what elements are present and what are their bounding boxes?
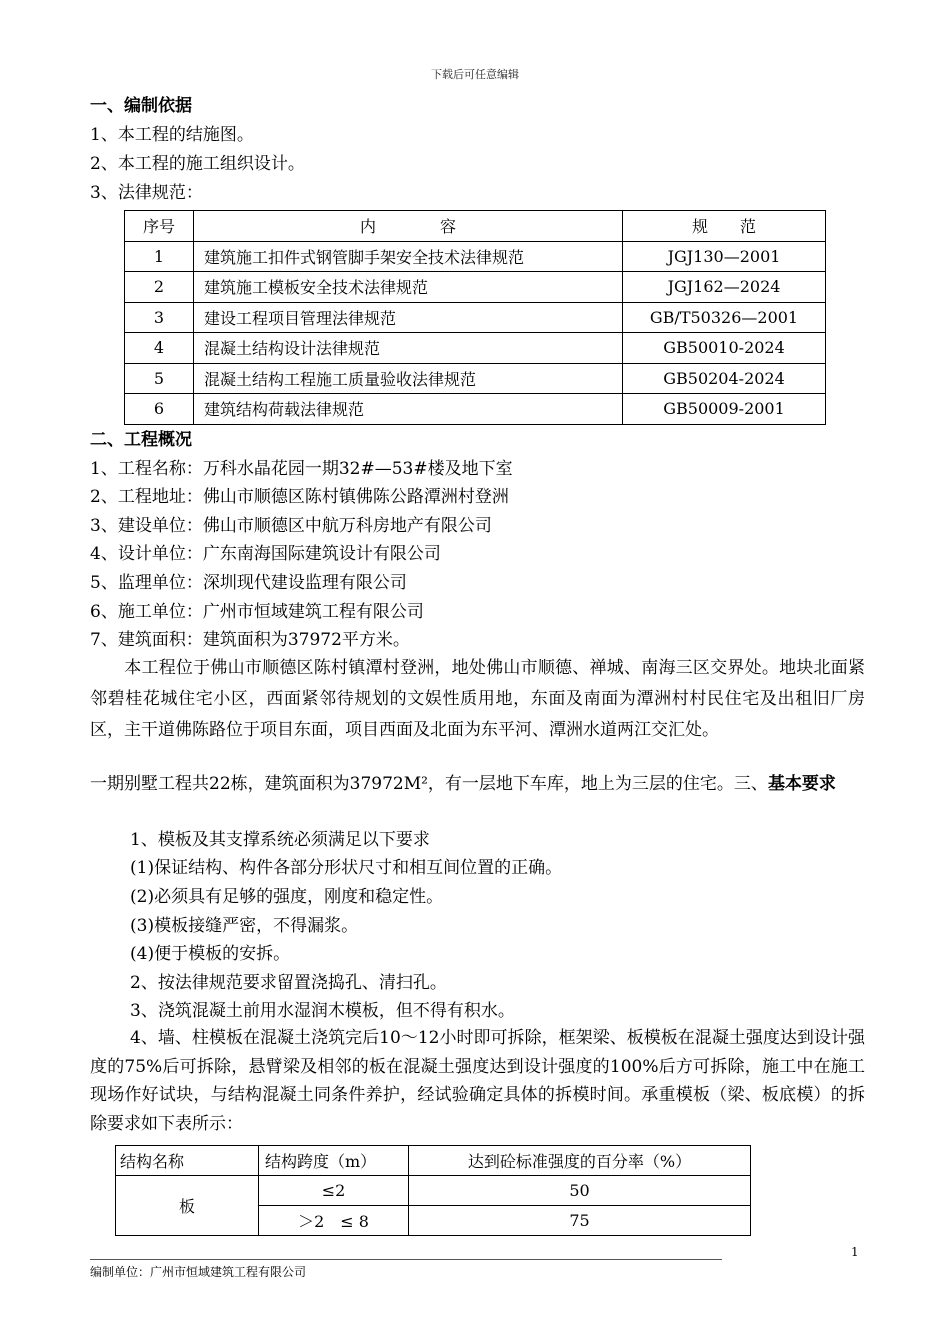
summary-text: 一期别墅工程共22栋，建筑面积为37972M²，有一层地下车库，地上为三层的住宅。三、: [90, 774, 768, 794]
page-number: 1: [851, 1245, 859, 1259]
table-cell: 2: [125, 272, 194, 303]
section-title-overview: 二、工程概况: [90, 430, 192, 450]
table-cell: 1: [125, 241, 194, 272]
basis-item: 1、本工程的结施图。: [90, 125, 254, 145]
table-cell: 4: [125, 333, 194, 364]
footer-divider: [90, 1259, 722, 1260]
requirement-item: (3)模板接缝严密，不得漏浆。: [130, 916, 359, 936]
table-row: [125, 363, 826, 394]
requirement-item: 2、按法律规范要求留置浇捣孔、清扫孔。: [130, 973, 447, 993]
header-cell: 序号: [125, 211, 194, 242]
strip-table: [115, 1145, 751, 1236]
table-row: [116, 1176, 751, 1206]
header-cell: 结构跨度（m）: [259, 1146, 409, 1176]
requirement-item: 1、模板及其支撑系统必须满足以下要求: [130, 830, 430, 850]
table-header-row: [125, 211, 826, 242]
table-cell: 建设工程项目管理法律规范: [194, 302, 623, 333]
table-cell: 6: [125, 394, 194, 425]
header-cell: 结构名称: [116, 1146, 259, 1176]
overview-item: 4、设计单位：广东南海国际建筑设计有限公司: [90, 544, 441, 564]
overview-item: 7、建筑面积：建筑面积为37972平方米。: [90, 630, 410, 650]
table-cell: ＞2 ≤ 8: [259, 1206, 409, 1236]
table-row: [125, 302, 826, 333]
requirement-item: (4)便于模板的安拆。: [130, 944, 291, 964]
overview-item: 1、工程名称：万科水晶花园一期32#—53#楼及地下室: [90, 459, 513, 479]
norms-table: [124, 210, 826, 425]
footer-unit: 编制单位：广州市恒域建筑工程有限公司: [90, 1265, 307, 1279]
section-title-requirements: 基本要求: [767, 774, 836, 794]
overview-paragraph-text: 本工程位于佛山市顺德区陈村镇潭村登洲，地处佛山市顺德、禅城、南海三区交界处。地块北面紧邻碧桂花城住宅小区，西面紧邻待规划的文娱性质用地，东面及南面为潭洲村村民住宅及出租旧厂房区，主干道佛陈路位于项目东面，项目西面及北面为东平河、潭洲水道两江交汇处。: [90, 658, 865, 740]
table-cell: 建筑结构荷载法律规范: [194, 394, 623, 425]
requirement-item: (2)必须具有足够的强度，刚度和稳定性。: [130, 887, 444, 907]
header-cell: 内 容: [194, 211, 623, 242]
table-cell: GB50010-2024: [623, 333, 826, 364]
table-cell: 板: [116, 1176, 259, 1236]
removal-paragraph-text: 4、墙、柱模板在混凝土浇筑完后10～12小时即可拆除，框架梁、板模板在混凝土强度达到设计强度的75%后可拆除，悬臂梁及相邻的板在混凝土强度达到设计强度的100%后方可拆除，施工中在施工现场作好试块，与结构混凝土同条件养护，经试验确定具体的拆模时间。承重模板（梁、板底模）的拆除要求如下表所示：: [90, 1028, 865, 1134]
table-row: [125, 272, 826, 303]
table-cell: ≤2: [259, 1176, 409, 1206]
table-cell: 3: [125, 302, 194, 333]
table-row: [125, 333, 826, 364]
basis-item: 2、本工程的施工组织设计。: [90, 154, 305, 174]
overview-item: 5、监理单位：深圳现代建设监理有限公司: [90, 573, 407, 593]
page-header: 下载后可任意编辑: [431, 68, 519, 81]
table-cell: GB/T50326—2001: [623, 302, 826, 333]
table-row: [125, 241, 826, 272]
header-cell: 达到砼标准强度的百分率（%）: [409, 1146, 751, 1176]
table-header-row: [116, 1146, 751, 1176]
requirement-item: (1)保证结构、构件各部分形状尺寸和相互间位置的正确。: [130, 858, 563, 878]
table-cell: JGJ162—2024: [623, 272, 826, 303]
table-cell: 混凝土结构工程施工质量验收法律规范: [194, 363, 623, 394]
table-cell: 建筑施工扣件式钢管脚手架安全技术法律规范: [194, 241, 623, 272]
summary-paragraph: [90, 769, 865, 800]
removal-paragraph: [90, 1024, 865, 1138]
overview-item: 3、建设单位：佛山市顺德区中航万科房地产有限公司: [90, 516, 492, 536]
overview-item: 2、工程地址：佛山市顺德区陈村镇佛陈公路潭洲村登洲: [90, 487, 509, 507]
header-cell: 规 范: [623, 211, 826, 242]
table-cell: 5: [125, 363, 194, 394]
basis-item: 3、法律规范：: [90, 183, 203, 203]
table-cell: GB50204-2024: [623, 363, 826, 394]
table-cell: 50: [409, 1176, 751, 1206]
table-cell: 混凝土结构设计法律规范: [194, 333, 623, 364]
overview-item: 6、施工单位：广州市恒域建筑工程有限公司: [90, 602, 424, 622]
overview-paragraph: [90, 653, 865, 746]
section-title-basis: 一、编制依据: [90, 96, 192, 116]
table-cell: GB50009-2001: [623, 394, 826, 425]
table-cell: 75: [409, 1206, 751, 1236]
table-cell: JGJ130—2001: [623, 241, 826, 272]
table-cell: 建筑施工模板安全技术法律规范: [194, 272, 623, 303]
requirement-item: 3、浇筑混凝土前用水湿润木模板，但不得有积水。: [130, 1001, 515, 1021]
table-row: [125, 394, 826, 425]
